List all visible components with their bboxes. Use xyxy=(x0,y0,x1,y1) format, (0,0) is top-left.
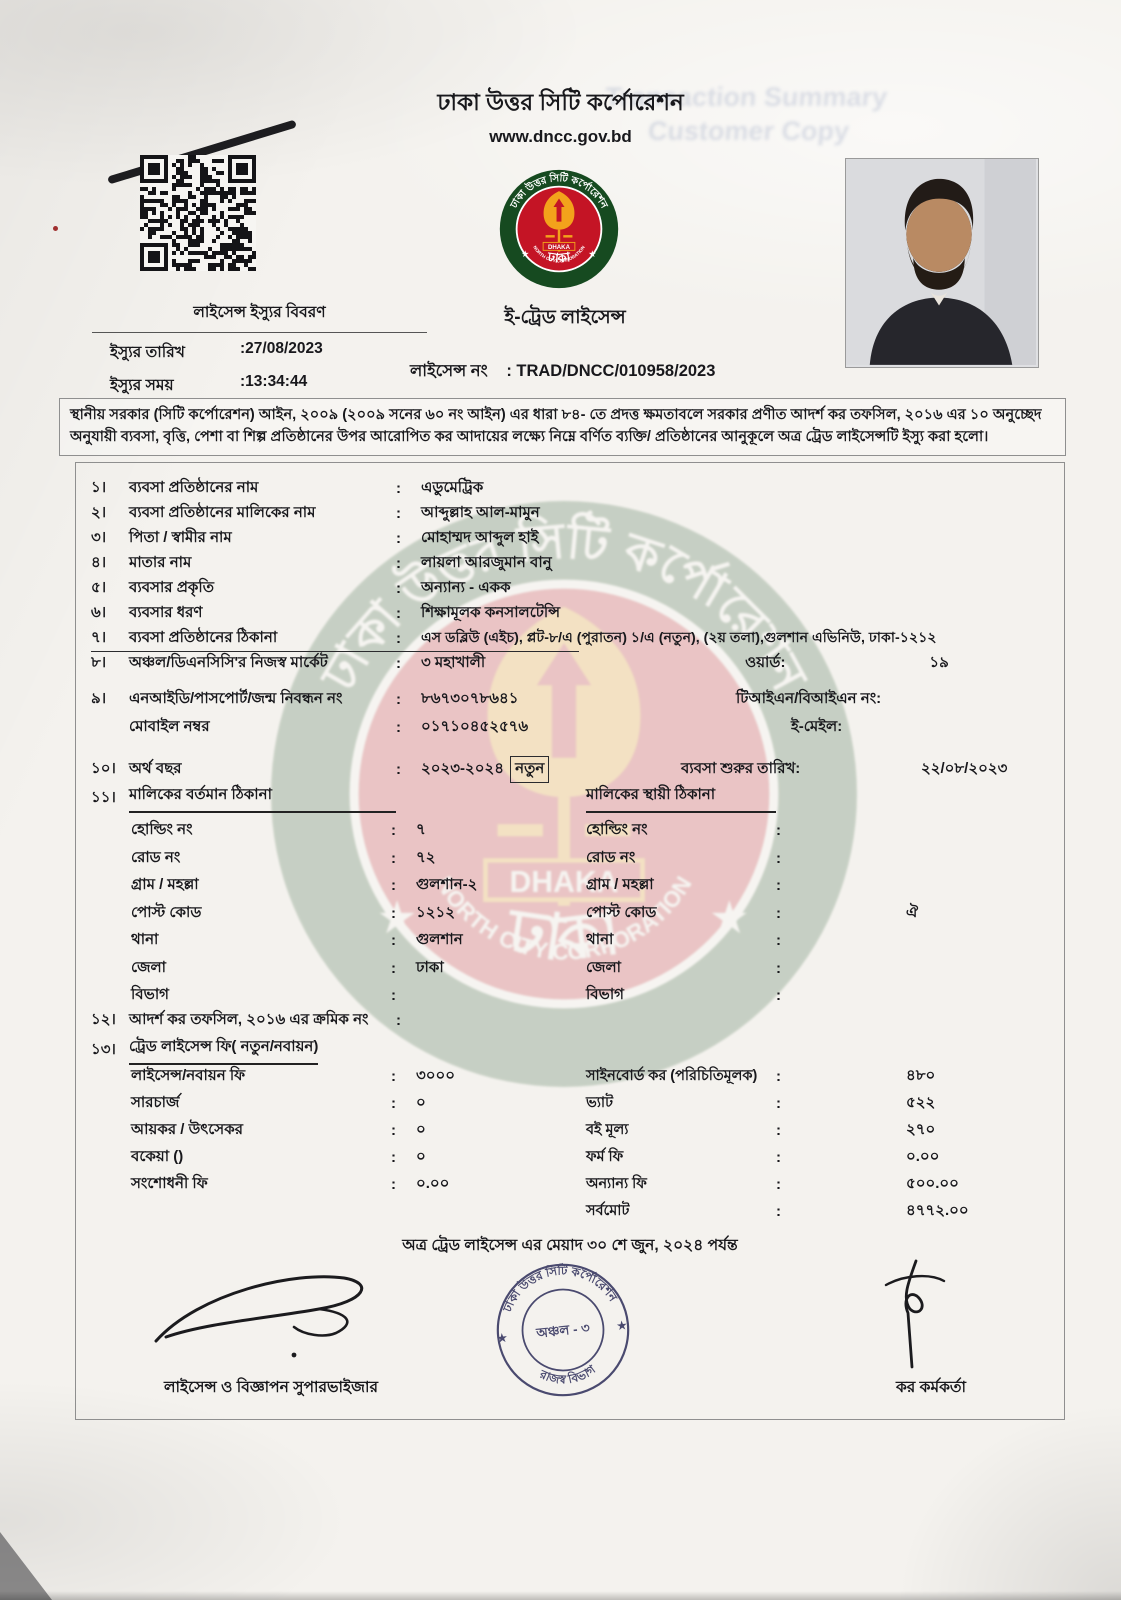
colon: : xyxy=(776,904,781,922)
addr-label: থানা xyxy=(586,931,614,949)
address-titles xyxy=(76,783,1054,813)
field-no: ৭। xyxy=(91,629,107,646)
field-label: ব্যবসার ধরণ xyxy=(129,604,203,621)
field-label: মাতার নাম xyxy=(129,554,192,571)
fee-label: বই মূল্য xyxy=(586,1121,629,1138)
permanent-address-title: মালিকের স্থায়ী ঠিকানা xyxy=(586,783,776,813)
nid-label: এনআইডি/পাসপোর্ট/জন্ম নিবন্ধন নং xyxy=(129,689,343,707)
ward-value: ১৯ xyxy=(929,654,949,671)
tax-officer-signature xyxy=(864,1255,964,1373)
colon: : xyxy=(396,555,401,572)
fiscal-year-label: অর্থ বছর xyxy=(129,760,182,777)
fee-label: সাইনবোর্ড কর (পরিচিতিমূলক) xyxy=(586,1067,758,1084)
fee-value: ৫০০.০০ xyxy=(906,1175,959,1192)
paper-fold xyxy=(0,1532,52,1600)
stamp-bottom-text: রাজস্ব বিভাগ xyxy=(537,1362,599,1387)
issue-date-row xyxy=(92,340,427,366)
field-row-zone-market xyxy=(76,651,1054,676)
colon: : xyxy=(396,580,401,597)
field-value: মোহাম্মদ আব্দুল হাই xyxy=(421,529,539,546)
colon: : xyxy=(776,932,781,950)
fee-label: লাইসেন্স/নবায়ন ফি xyxy=(131,1067,246,1084)
business-start-label: ব্যবসা শুরুর তারিখ: xyxy=(681,760,801,777)
colon: : xyxy=(391,904,396,922)
field-value: শিক্ষামূলক কনসালটেন্সি xyxy=(421,604,561,621)
fiscal-year-row xyxy=(76,756,1054,783)
license-number-row xyxy=(410,358,715,385)
colon: : xyxy=(776,1149,781,1166)
fee-section-title: ট্রেড লাইসেন্স ফি( নতুন/নবায়ন) xyxy=(129,1035,318,1065)
field-row-mother-name xyxy=(76,551,1054,576)
addr-current-value: ঢাকা xyxy=(416,958,444,976)
address-row-road xyxy=(76,845,1054,873)
svg-text:রাজস্ব বিভাগ xyxy=(536,1361,600,1390)
address-row-division xyxy=(76,982,1054,1010)
stamp-center-text: অঞ্চল - ৩ xyxy=(535,1320,591,1341)
fee-label: সংশোধনী ফি xyxy=(131,1175,208,1192)
field-row-owner-name xyxy=(76,501,1054,526)
addr-current-value: গুলশান-২ xyxy=(416,876,478,894)
field-no: ৯। xyxy=(91,689,107,707)
license-number-label: লাইসেন্স নং xyxy=(410,362,488,380)
tax-schedule xyxy=(76,1008,1054,1033)
field-row-father-name xyxy=(76,526,1054,551)
colon: : xyxy=(396,1012,401,1029)
zone-value: ৩ মহাখালী xyxy=(421,654,486,671)
field-no: ৫। xyxy=(91,579,107,596)
colon: : xyxy=(391,822,396,840)
legal-intro-paragraph: স্থানীয় সরকার (সিটি কর্পোরেশন) আইন, ২০০৯ (২০০৯ সনের ৬০ নং আইন) এর ধারা ৮৪- তে প্রদত্ত ক্ষমতাবলে সরকার প্রণীত আদর্শ কর তফসিল, ২০১৬ এর ১০ অনুচ্ছেদ অনুযায়ী ব্যবসা, বৃত্তি, পেশা বা শিল্প প্রতিষ্ঠানের উপর আরোপিত কর আদায়ের লক্ষ্যে নিম্নে বর্ণিত ব্যক্তি/ প্রতিষ্ঠানের আনুকূলে অত্র ট্রেড লাইসেন্সটি ইস্যু করা হলো। xyxy=(59,398,1066,456)
addr-current-value: ৭ xyxy=(416,821,426,839)
addr-current-value: ১২১২ xyxy=(416,903,455,921)
colon: : xyxy=(391,1068,396,1085)
addr-label: রোড নং xyxy=(586,848,636,866)
bleedthrough-text: Customer Copy xyxy=(646,116,851,146)
colon: : xyxy=(776,987,781,1005)
fee-row xyxy=(76,1090,1054,1117)
colon: : xyxy=(776,1176,781,1193)
addr-label: জেলা xyxy=(586,958,622,976)
website-url: www.dncc.gov.bd xyxy=(489,127,632,146)
fee-value: ৪৮০ xyxy=(906,1067,936,1084)
fee-label: ভ্যাট xyxy=(586,1094,613,1111)
total-value: ৪৭৭২.০০ xyxy=(906,1202,969,1219)
colon: : xyxy=(391,1176,396,1193)
fee-label: আয়কর / উৎসেকর xyxy=(131,1121,243,1138)
colon: : xyxy=(396,690,401,708)
addr-label: গ্রাম / মহল্লা xyxy=(586,876,654,894)
fee-value: ২৭০ xyxy=(906,1121,936,1138)
colon: : xyxy=(776,1095,781,1112)
address-row-thana xyxy=(76,927,1054,955)
fee-value: ০ xyxy=(416,1148,426,1165)
issue-time-row xyxy=(92,373,427,399)
fee-row xyxy=(76,1117,1054,1144)
addr-label: হোল্ডিং নং xyxy=(131,821,193,839)
addr-label: থানা xyxy=(131,931,159,949)
fee-section-title-row xyxy=(76,1035,1054,1065)
field-label: অঞ্চল/ডিএনসিসি'র নিজস্ব মার্কেট xyxy=(129,654,328,671)
current-address-title: মালিকের বর্তমান ঠিকানা xyxy=(129,783,396,813)
mobile-row xyxy=(76,713,1054,741)
field-label: ব্যবসা প্রতিষ্ঠানের ঠিকানা xyxy=(129,629,278,646)
field-label: পিতা / স্বামীর নাম xyxy=(129,529,232,546)
tax-schedule-label: আদর্শ কর তফসিল, ২০১৬ এর ক্রমিক নং xyxy=(129,1011,369,1028)
colon: : xyxy=(396,480,401,497)
field-no: ২। xyxy=(91,504,107,521)
colon: : xyxy=(391,1149,396,1166)
fiscal-year-value xyxy=(421,756,681,783)
address-titles-row xyxy=(76,783,1054,813)
addr-label: জেলা xyxy=(131,958,167,976)
colon: : xyxy=(776,877,781,895)
issue-time-value: :13:34:44 xyxy=(240,373,308,390)
field-no: ১। xyxy=(91,479,107,496)
owner-photo xyxy=(845,158,1039,368)
colon: : xyxy=(391,877,396,895)
colon: : xyxy=(776,1122,781,1139)
fee-row-total xyxy=(76,1198,1054,1225)
fiscal-year-section xyxy=(76,756,1054,783)
svg-text:ঢাকা উত্তর সিটি কর্পোরেশন xyxy=(495,1256,621,1316)
ink-dot xyxy=(53,226,58,231)
field-label: ব্যবসা প্রতিষ্ঠানের নাম xyxy=(129,479,259,496)
field-no: ৮। xyxy=(91,654,107,671)
tin-label: টিআইএন/বিআইএন নং: xyxy=(736,689,882,707)
addr-label: পোস্ট কোড xyxy=(586,903,657,921)
star-icon: ★ xyxy=(615,1317,629,1334)
page-title: ঢাকা উত্তর সিটি কর্পোরেশন xyxy=(437,89,684,115)
field-row-business-nature xyxy=(76,576,1054,601)
ward-label: ওয়ার্ড: xyxy=(745,654,786,671)
colon: : xyxy=(391,849,396,867)
colon: : xyxy=(396,505,401,522)
field-no: ১১। xyxy=(91,788,116,806)
colon: : xyxy=(776,1068,781,1085)
section-divider-line xyxy=(91,651,579,652)
fee-label: সারচার্জ xyxy=(131,1094,180,1111)
field-value: আব্দুল্লাহ আল-মামুন xyxy=(421,504,540,521)
validity-statement: অত্র ট্রেড লাইসেন্স এর মেয়াদ ৩০ শে জুন, ২০২৪ পর্যন্ত xyxy=(402,1237,738,1254)
portrait-illustration xyxy=(846,159,1036,365)
stamp-top-text: ঢাকা উত্তর সিটি কর্পোরেশন xyxy=(500,1263,621,1314)
license-number-value: : TRAD/DNCC/010958/2023 xyxy=(506,362,716,380)
field-no: ১৩। xyxy=(91,1040,116,1058)
field-label: ব্যবসার প্রকৃতি xyxy=(129,579,214,596)
fee-row xyxy=(76,1063,1054,1090)
business-start-value: ২২/০৮/২০২৩ xyxy=(921,760,1008,777)
nid-value: ৮৬৭৩০৭৮৬৪১ xyxy=(421,689,519,707)
field-value: অন্যান্য - একক xyxy=(421,579,511,596)
colon: : xyxy=(391,1122,396,1139)
new-tag: নতুন xyxy=(510,756,549,783)
supervisor-title: লাইসেন্স ও বিজ্ঞাপন সুপারভাইজার xyxy=(163,1379,379,1396)
colon: : xyxy=(396,655,401,672)
field-value: লায়লা আরজুমান বানু xyxy=(421,554,552,571)
fee-table xyxy=(76,1063,1054,1225)
field-value: এস ডব্লিউ (এইচ), প্লট-৮/এ (পুরাতন) ১/এ (নতুন), (২য় তলা),গুলশান এভিনিউ, ঢাকা-১২১২ xyxy=(421,629,937,646)
field-row-business-address xyxy=(76,626,1054,651)
dncc-logo xyxy=(498,168,620,290)
field-label: ব্যবসা প্রতিষ্ঠানের মালিকের নাম xyxy=(129,504,316,521)
tax-schedule-row xyxy=(76,1008,1054,1033)
colon: : xyxy=(776,1203,781,1220)
addr-current-value: গুলশান xyxy=(416,931,463,949)
address-table xyxy=(76,817,1054,1010)
fee-row xyxy=(76,1144,1054,1171)
fee-value: ০ xyxy=(416,1121,426,1138)
fee-value: ৩০০০ xyxy=(416,1067,456,1084)
field-no: ১০। xyxy=(91,760,116,777)
issue-date-label: ইস্যুর তারিখ xyxy=(110,344,185,361)
fields-list xyxy=(76,476,1054,676)
colon: : xyxy=(391,959,396,977)
colon: : xyxy=(391,932,396,950)
addr-label: হোল্ডিং নং xyxy=(586,821,648,839)
field-no: ৩। xyxy=(91,529,107,546)
bleedthrough-text: Transaction Summary xyxy=(603,82,889,112)
zone-ward-value xyxy=(421,651,1054,676)
email-label: ই-মেইল: xyxy=(791,717,843,735)
address-row-district xyxy=(76,955,1054,983)
colon: : xyxy=(776,959,781,977)
addr-label: পোস্ট কোড xyxy=(131,903,202,921)
colon: : xyxy=(391,987,396,1005)
fee-section-header xyxy=(76,1035,1054,1065)
fee-value: ০.০০ xyxy=(906,1148,940,1165)
addr-label: বিভাগ xyxy=(586,986,624,1004)
addr-label: রোড নং xyxy=(131,848,181,866)
tax-officer-title: কর কর্মকর্তা xyxy=(895,1379,967,1396)
fee-row xyxy=(76,1171,1054,1198)
addr-permanent-value: ঐ xyxy=(906,903,919,921)
field-value: এডুমেট্রিক xyxy=(421,479,484,496)
fee-label: ফর্ম ফি xyxy=(586,1148,624,1165)
star-icon: ★ xyxy=(495,1329,509,1346)
paper-edge-shadow xyxy=(0,1591,1121,1600)
fiscal-year-text: ২০২৩-২০২৪ xyxy=(421,760,504,777)
addr-label: গ্রাম / মহল্লা xyxy=(131,876,199,894)
issue-details-title: লাইসেন্স ইস্যুর বিবরণ xyxy=(92,300,427,333)
mobile-label: মোবাইল নম্বর xyxy=(129,717,210,735)
license-type-title: ই-ট্রেড লাইসেন্স xyxy=(504,307,626,328)
colon: : xyxy=(776,822,781,840)
id-section xyxy=(76,685,1054,741)
supervisor-signature xyxy=(144,1263,389,1363)
qr-code xyxy=(140,155,256,271)
field-no: ৪। xyxy=(91,554,107,571)
field-no: ১২। xyxy=(91,1011,116,1028)
colon: : xyxy=(396,605,401,622)
fee-label: অন্যান্য ফি xyxy=(586,1175,647,1192)
issue-details xyxy=(92,300,427,399)
fee-value: ০.০০ xyxy=(416,1175,450,1192)
addr-current-value: ৭২ xyxy=(416,848,436,866)
field-no: ৬। xyxy=(91,604,107,621)
issue-time-label: ইস্যুর সময় xyxy=(110,377,174,394)
address-row-village xyxy=(76,872,1054,900)
address-row-holding xyxy=(76,817,1054,845)
colon: : xyxy=(396,761,401,778)
mobile-value: ০১৭১০৪৫২৫৭৬ xyxy=(421,717,529,735)
field-row-business-name xyxy=(76,476,1054,501)
address-row-postcode xyxy=(76,900,1054,928)
colon: : xyxy=(396,630,401,647)
colon: : xyxy=(396,718,401,736)
revenue-seal-stamp xyxy=(476,1243,650,1417)
fee-value: ৫২২ xyxy=(906,1094,936,1111)
fee-value: ০ xyxy=(416,1094,426,1111)
fee-label: বকেয়া () xyxy=(131,1148,184,1165)
addr-label: বিভাগ xyxy=(131,986,169,1004)
colon: : xyxy=(776,849,781,867)
license-details-box xyxy=(75,462,1065,1420)
field-row-business-type xyxy=(76,601,1054,626)
nid-row xyxy=(76,685,1054,713)
colon: : xyxy=(391,1095,396,1112)
colon: : xyxy=(396,530,401,547)
issue-date-value: :27/08/2023 xyxy=(240,340,323,357)
total-label: সর্বমোট xyxy=(586,1202,630,1219)
